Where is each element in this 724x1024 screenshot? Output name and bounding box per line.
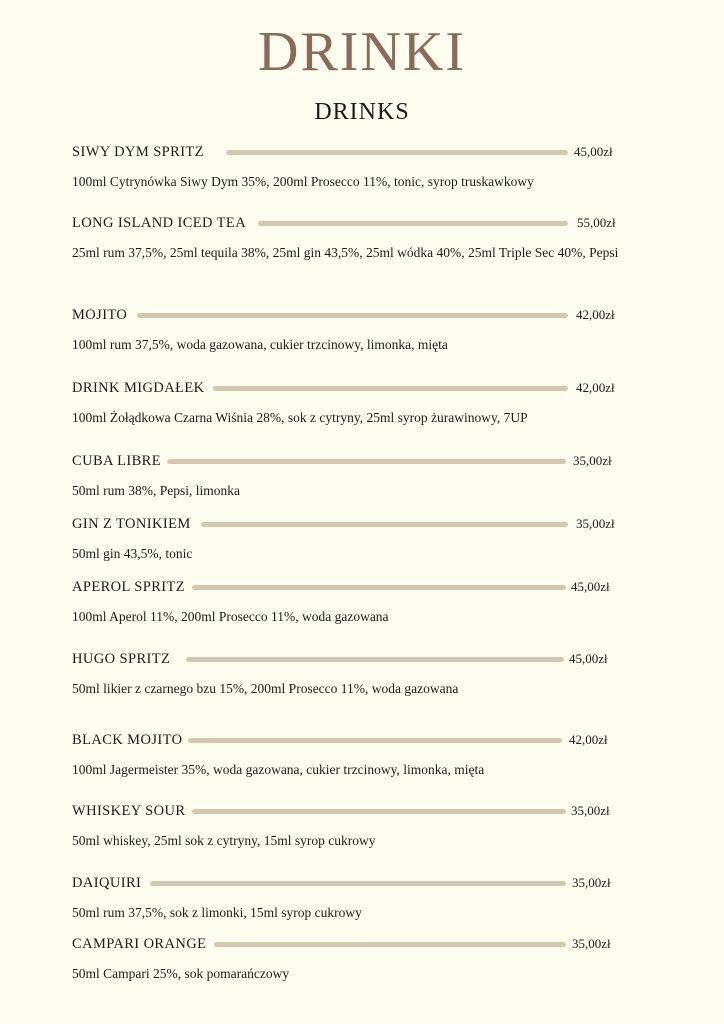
drink-name: CUBA LIBRE bbox=[72, 453, 161, 469]
menu-item-header bbox=[0, 213, 724, 233]
price-leader-line bbox=[201, 522, 568, 527]
menu-item-header bbox=[0, 577, 724, 597]
drink-price: 35,00zł bbox=[571, 803, 610, 818]
menu-item bbox=[0, 451, 724, 498]
price-leader-line bbox=[258, 221, 568, 226]
drink-price: 42,00zł bbox=[576, 307, 615, 322]
drink-name: DAIQUIRI bbox=[72, 875, 142, 891]
menu-title: DRINKI bbox=[258, 21, 466, 83]
drink-description: 100ml Aperol 11%, 200ml Prosecco 11%, woda gazowana bbox=[72, 609, 389, 624]
menu-item-header bbox=[0, 934, 724, 954]
menu-item bbox=[0, 514, 724, 561]
drink-name: DRINK MIGDAŁEK bbox=[72, 380, 205, 396]
drink-description: 25ml rum 37,5%, 25ml tequila 38%, 25ml gin 43,5%, 25ml wódka 40%, 25ml Triple Sec 40%, Pepsi bbox=[72, 245, 619, 260]
drink-name: LONG ISLAND ICED TEA bbox=[72, 215, 247, 231]
menu-item bbox=[0, 213, 724, 260]
drink-description: 100ml Jagermeister 35%, woda gazowana, cukier trzcinowy, limonka, mięta bbox=[72, 762, 485, 777]
drink-price: 35,00zł bbox=[572, 875, 611, 890]
drink-name: APEROL SPRITZ bbox=[72, 579, 186, 595]
menu-item-header bbox=[0, 873, 724, 893]
drink-description: 50ml rum 38%, Pepsi, limonka bbox=[72, 483, 240, 498]
menu-item-header bbox=[0, 305, 724, 325]
menu-subtitle: DRINKS bbox=[314, 99, 410, 125]
price-leader-line bbox=[213, 386, 568, 391]
menu-item bbox=[0, 801, 724, 848]
price-leader-line bbox=[192, 585, 566, 590]
menu-item-header bbox=[0, 514, 724, 534]
drink-price: 45,00zł bbox=[571, 579, 610, 594]
drink-description: 100ml rum 37,5%, woda gazowana, cukier trzcinowy, limonka, mięta bbox=[72, 337, 448, 352]
drink-description: 50ml whiskey, 25ml sok z cytryny, 15ml syrop cukrowy bbox=[72, 833, 376, 848]
price-leader-line bbox=[186, 657, 564, 662]
drink-name: SIWY DYM SPRITZ bbox=[72, 144, 204, 160]
drink-description: 50ml likier z czarnego bzu 15%, 200ml Prosecco 11%, woda gazowana bbox=[72, 681, 459, 696]
menu-item bbox=[0, 873, 724, 920]
menu-item bbox=[0, 378, 724, 425]
price-leader-line bbox=[214, 942, 566, 947]
drink-price: 45,00zł bbox=[569, 651, 608, 666]
drink-price: 35,00zł bbox=[573, 453, 612, 468]
drink-name: MOJITO bbox=[72, 307, 128, 323]
drink-description: 100ml Cytrynówka Siwy Dym 35%, 200ml Prosecco 11%, tonic, syrop truskawkowy bbox=[72, 174, 534, 189]
drink-name: GIN Z TONIKIEM bbox=[72, 516, 191, 532]
menu-item bbox=[0, 730, 724, 777]
drink-price: 42,00zł bbox=[569, 732, 608, 747]
menu-item bbox=[0, 934, 724, 981]
drink-description: 50ml rum 37,5%, sok z limonki, 15ml syrop cukrowy bbox=[72, 905, 362, 920]
menu-item-header bbox=[0, 649, 724, 669]
price-leader-line bbox=[137, 313, 568, 318]
drink-name: WHISKEY SOUR bbox=[72, 803, 186, 819]
price-leader-line bbox=[192, 809, 566, 814]
drink-description: 50ml Campari 25%, sok pomarańczowy bbox=[72, 966, 290, 981]
drink-price: 45,00zł bbox=[574, 144, 613, 159]
menu-item-header bbox=[0, 378, 724, 398]
menu-item-header bbox=[0, 451, 724, 471]
drink-description: 50ml gin 43,5%, tonic bbox=[72, 546, 193, 561]
drink-name: CAMPARI ORANGE bbox=[72, 936, 207, 952]
drink-price: 42,00zł bbox=[576, 380, 615, 395]
menu-item-header bbox=[0, 142, 724, 162]
menu-item bbox=[0, 305, 724, 352]
drink-price: 35,00zł bbox=[576, 516, 615, 531]
menu-item bbox=[0, 577, 724, 624]
price-leader-line bbox=[150, 881, 566, 886]
menu-item-header bbox=[0, 801, 724, 821]
menu-item bbox=[0, 142, 724, 189]
drink-price: 35,00zł bbox=[572, 936, 611, 951]
price-leader-line bbox=[167, 459, 566, 464]
drink-price: 55,00zł bbox=[577, 215, 616, 230]
price-leader-line bbox=[188, 738, 562, 743]
menu-item-header bbox=[0, 730, 724, 750]
drink-name: BLACK MOJITO bbox=[72, 732, 183, 748]
price-leader-line bbox=[226, 150, 568, 155]
drink-description: 100ml Żołądkowa Czarna Wiśnia 28%, sok z cytryny, 25ml syrop żurawinowy, 7UP bbox=[72, 410, 528, 425]
drink-name: HUGO SPRITZ bbox=[72, 651, 171, 667]
menu-item bbox=[0, 649, 724, 696]
